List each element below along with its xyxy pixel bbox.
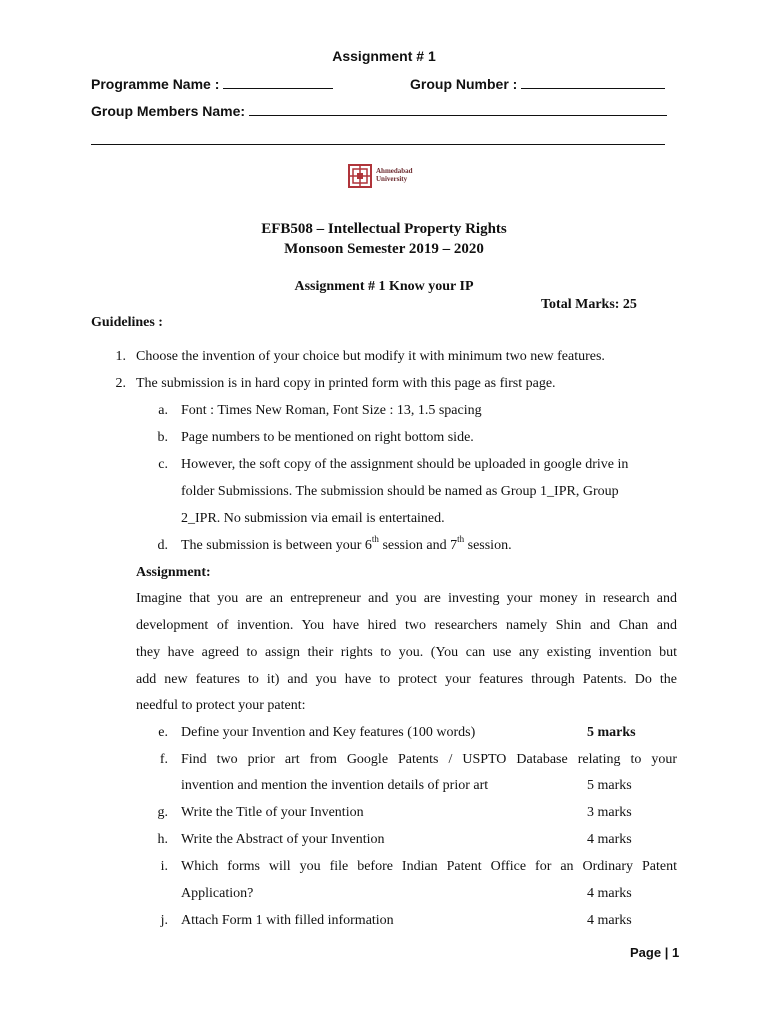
subitem-text-part: session and 7 (378, 538, 458, 553)
task-text: Write the Abstract of your Invention (181, 832, 385, 847)
task-text-line: Which forms will you file before Indian Patent Office for an Ordinary Patent (181, 859, 677, 874)
paragraph-line: development of invention. You have hired two researchers namely Shin and Chan and (136, 618, 677, 633)
group-number-field (410, 75, 665, 92)
group-members-blank-line-2 (91, 144, 665, 145)
task-marks: 4 marks (587, 832, 632, 847)
task-marker: h. (157, 832, 168, 847)
group-members-blank (249, 102, 667, 116)
task-text-line: invention and mention the invention details of prior art (181, 778, 489, 793)
guideline-text: Choose the invention of your choice but modify it with minimum two new features. (136, 349, 605, 364)
subitem-marker: b. (157, 430, 168, 445)
task-marker: i. (160, 859, 168, 874)
subitem-text (181, 534, 512, 554)
task-marks: 5 marks (587, 725, 636, 740)
superscript: th (457, 534, 465, 545)
subitem-text-part: session. (464, 538, 512, 553)
group-members-label: Group Members Name: (91, 103, 246, 119)
semester-title: Monsoon Semester 2019 – 2020 (284, 241, 484, 257)
group-number-label: Group Number : (410, 76, 518, 92)
course-title: EFB508 – Intellectual Property Rights (261, 221, 507, 237)
task-marks: 4 marks (587, 913, 632, 928)
university-logo (348, 164, 428, 190)
group-members-field (91, 102, 667, 119)
guideline-marker: 1. (115, 349, 126, 364)
university-name-text (376, 167, 413, 183)
task-marker: g. (157, 805, 168, 820)
guidelines-heading: Guidelines : (91, 315, 163, 330)
task-marker: f. (159, 752, 168, 767)
task-text: Write the Title of your Invention (181, 805, 364, 820)
page-number-footer (630, 945, 679, 960)
paragraph-line: add new features to it) and you have to protect your features through Patents. Do the (136, 672, 677, 687)
page-number: 1 (671, 945, 680, 960)
subitem-text-line: folder Submissions. The submission should be named as Group 1_IPR, Group (181, 484, 619, 499)
paragraph-line: needful to protect your patent: (136, 698, 306, 713)
subitem-text-line: 2_IPR. No submission via email is entertained. (181, 511, 445, 526)
task-text-line: Application? (181, 886, 254, 901)
task-marker: e. (158, 725, 168, 740)
paragraph-line: they have agreed to assign their rights to you. (You can use any existing invention but (136, 645, 677, 660)
superscript: th (371, 534, 379, 545)
task-text: Define your Invention and Key features (100 words) (181, 725, 476, 740)
total-marks: Total Marks: 25 (541, 297, 637, 312)
university-name-line-1: Ahmedabad (376, 167, 413, 175)
subitem-text-part: The submission is between your 6 (181, 538, 372, 553)
task-marks: 3 marks (587, 805, 632, 820)
task-marker: j. (160, 913, 168, 928)
assignment-heading: Assignment # 1 Know your IP (294, 279, 474, 294)
page-label: Page (630, 945, 662, 960)
subitem-text: Page numbers to be mentioned on right bottom side. (181, 430, 474, 445)
paragraph-line: Imagine that you are an entrepreneur and you are investing your money in research and (136, 591, 677, 606)
page-separator: | (664, 945, 669, 960)
university-name-line-2: University (376, 175, 408, 183)
task-marks: 4 marks (587, 886, 632, 901)
guideline-marker: 2. (115, 376, 126, 391)
guideline-text: The submission is in hard copy in printed form with this page as first page. (136, 376, 556, 391)
programme-name-label: Programme Name : (91, 76, 220, 92)
subitem-marker: c. (158, 457, 168, 472)
university-emblem-icon (348, 164, 372, 188)
group-number-blank (521, 75, 665, 89)
task-text-line: Find two prior art from Google Patents / USPTO Database relating to your (181, 752, 677, 767)
subitem-text: Font : Times New Roman, Font Size : 13, 1.5 spacing (181, 403, 482, 418)
programme-name-blank (223, 75, 333, 89)
subitem-marker: a. (158, 403, 168, 418)
task-marks: 5 marks (587, 778, 632, 793)
assignment-section-heading: Assignment: (136, 565, 211, 580)
task-text: Attach Form 1 with filled information (181, 913, 394, 928)
programme-name-field (91, 75, 333, 92)
subitem-marker: d. (157, 538, 168, 553)
assignment-number-title: Assignment # 1 (332, 48, 436, 64)
subitem-text-line: However, the soft copy of the assignment should be uploaded in google drive in (181, 457, 629, 472)
